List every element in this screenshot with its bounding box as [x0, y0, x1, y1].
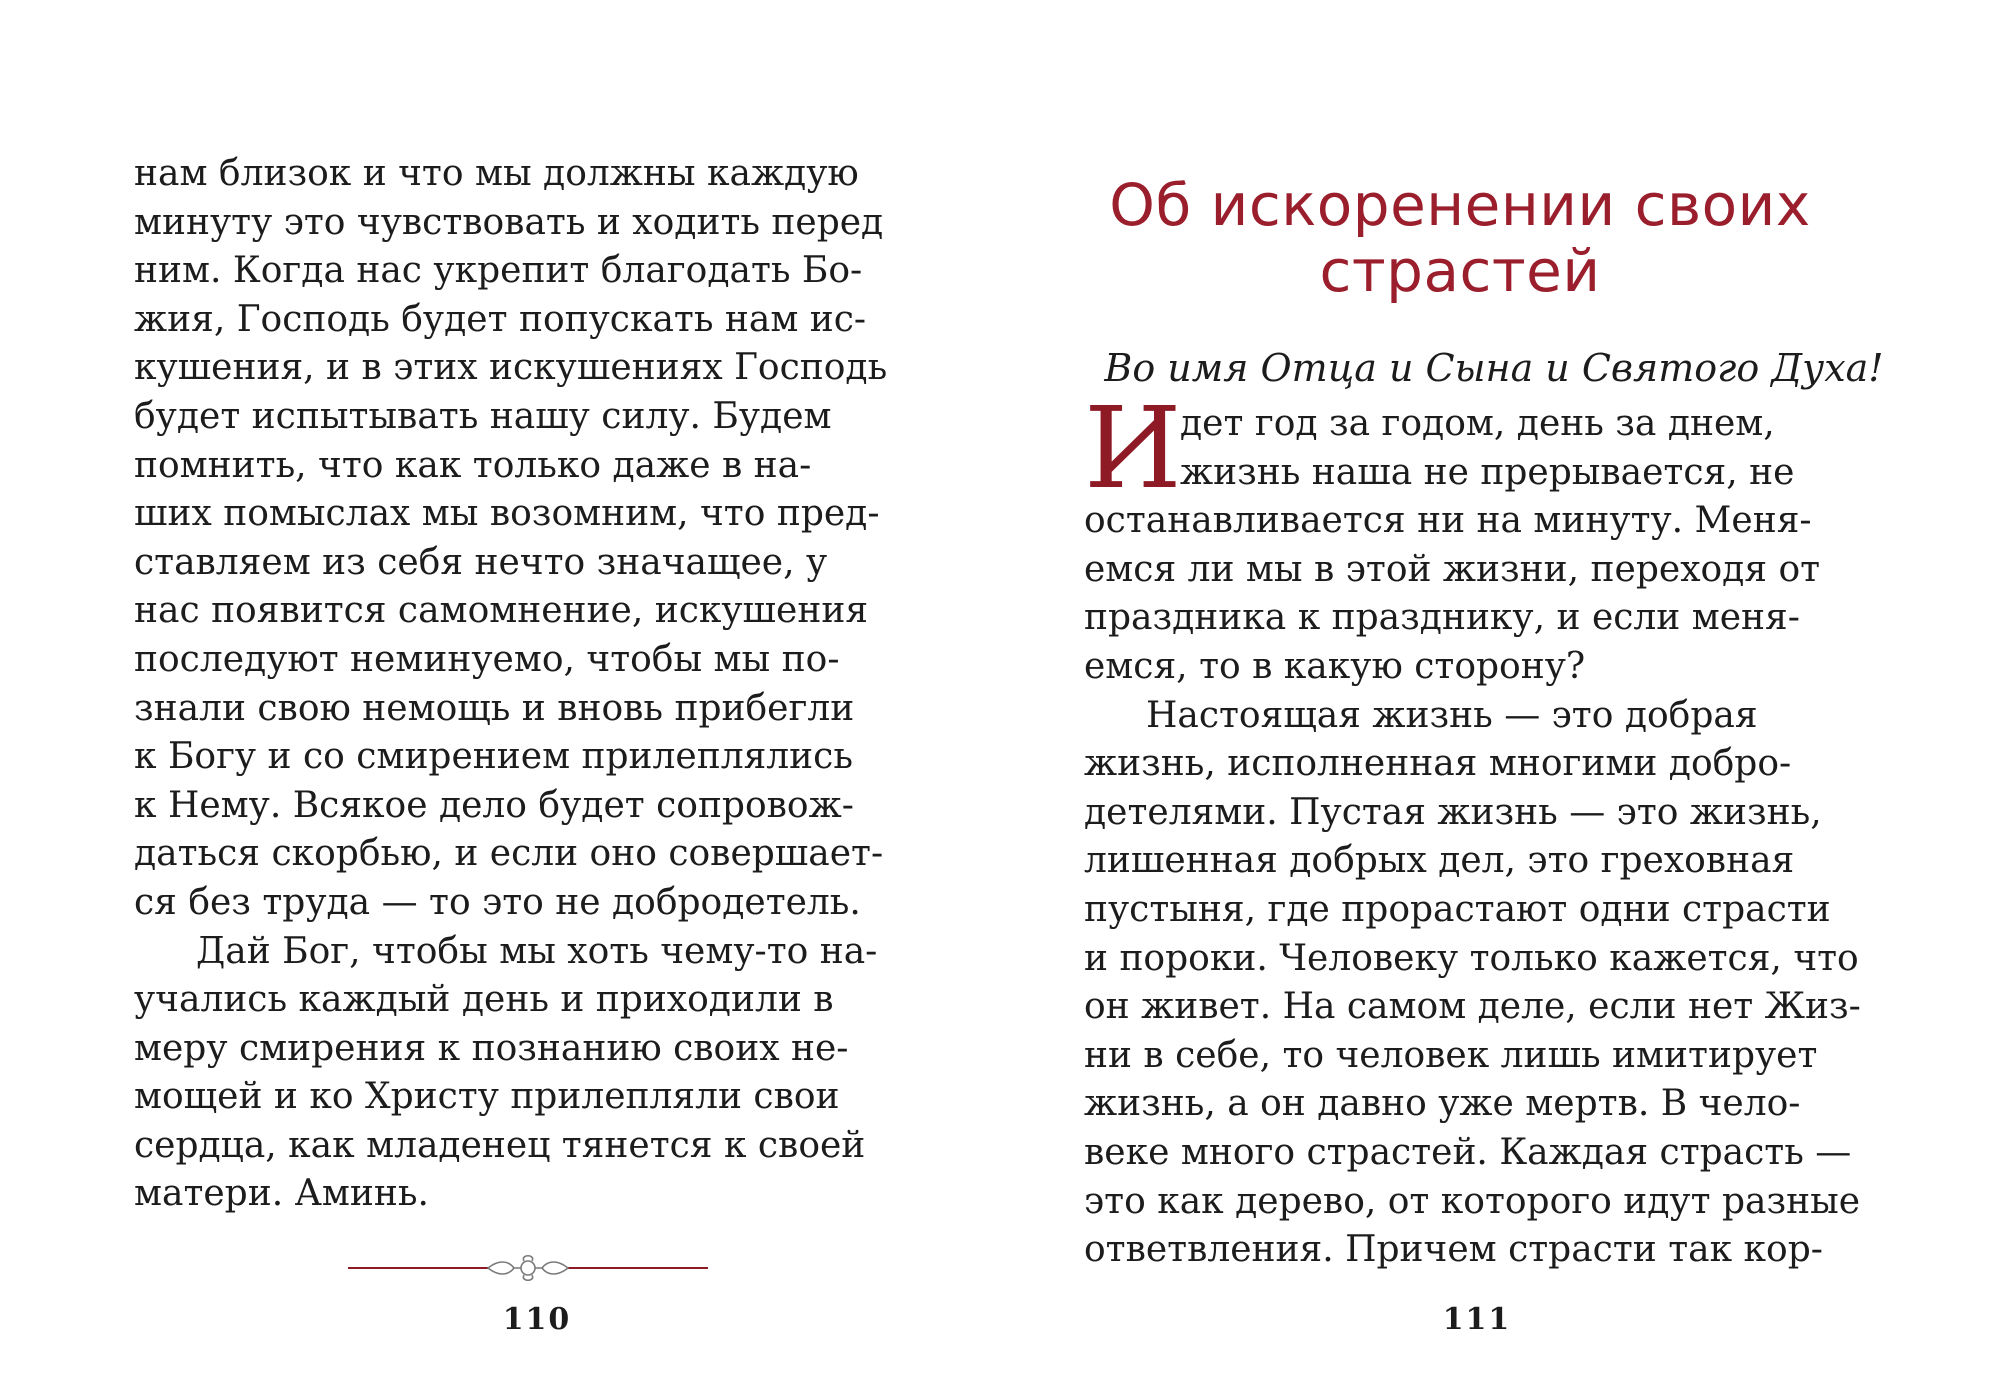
text-line: учались каждый день и приходили в [134, 979, 834, 1021]
text-line: матери. Аминь. [134, 1173, 429, 1215]
right-page [1000, 0, 2000, 1386]
text-line: к Богу и со смирением прилеплялись [134, 736, 853, 778]
text-line: емся ли мы в этой жизни, переходя от [1084, 548, 1821, 590]
invocation: Во имя Отца и Сына и Святого Духа! [1104, 346, 1884, 390]
text-line: он живет. На самом деле, если нет Жиз- [1084, 986, 1861, 1028]
drop-cap: И [1084, 384, 1182, 514]
text-line: сердца, как младенец тянется к своей [134, 1124, 866, 1166]
text-line: знали свою немощь и вновь прибегли [134, 687, 855, 729]
text-line: минуту это чувствовать и ходить перед [134, 201, 884, 243]
text-line: к Нему. Всякое дело будет сопровож- [134, 784, 854, 826]
chapter-heading [1060, 172, 1860, 304]
text-line: останавливается ни на минуту. Меня- [1084, 500, 1812, 542]
text-line: ни в себе, то человек лишь имитирует [1084, 1034, 1818, 1076]
text-line: нам близок и что мы должны каждую [134, 153, 859, 194]
text-line: Дай Бог, чтобы мы хоть чему-то на- [196, 930, 878, 972]
text-line: ставляем из себя нечто значащее, у [134, 541, 828, 583]
text-line: веке много страстей. Каждая страсть — [1084, 1131, 1852, 1173]
page-number: 111 [1442, 1302, 1512, 1337]
text-line: ся без труда — то это не добродетель. [134, 881, 861, 923]
text-line: ним. Когда нас укрепит благодать Бо- [134, 250, 863, 292]
page-number: 110 [502, 1302, 572, 1337]
left-page-body [134, 150, 964, 1219]
text-line: даться скорбью, и если оно совершает- [134, 833, 884, 875]
text-line: жизнь наша не прерывается, не [1180, 451, 1795, 493]
text-line: дет год за годом, день за днем, [1180, 403, 1775, 444]
text-line: нас появится самомнение, искушения [134, 590, 869, 632]
text-line: пустыня, где прорастают одни страсти [1084, 888, 1831, 930]
text-line: это как дерево, от которого идут разные [1084, 1180, 1861, 1222]
text-line: и пороки. Человеку только кажется, что [1084, 937, 1859, 979]
text-line: детелями. Пустая жизнь — это жизнь, [1084, 791, 1822, 833]
text-line: последуют неминуемо, чтобы мы по- [134, 638, 840, 680]
text-line: меру смирения к познанию своих не- [134, 1027, 849, 1069]
text-line: Настоящая жизнь — это добрая [1146, 694, 1758, 736]
text-line: ответвления. Причем страсти так кор- [1084, 1229, 1823, 1271]
right-page-body [1084, 384, 1904, 1275]
text-line: мощей и ко Христу прилепляли свои [134, 1076, 840, 1118]
text-line: кушения, и в этих искушениях Господь [134, 347, 888, 389]
text-line: жизнь, а он давно уже мертв. В чело- [1084, 1083, 1801, 1125]
text-line: емся, то в какую сторону? [1084, 645, 1586, 687]
text-line: помнить, что как только даже в на- [134, 444, 812, 486]
decorative-divider-icon [348, 1248, 708, 1288]
text-line: ших помыслах мы возомним, что пред- [134, 493, 880, 535]
text-line: жизнь, исполненная многими добро- [1084, 743, 1792, 785]
text-line: жия, Господь будет попускать нам ис- [134, 298, 867, 340]
chapter-heading-line: Об искоренении своих [1109, 171, 1811, 239]
text-line: праздника к празднику, и если меня- [1084, 597, 1800, 639]
text-line: лишенная добрых дел, это греховная [1084, 840, 1795, 882]
chapter-heading-line: страстей [1319, 237, 1601, 305]
text-line: будет испытывать нашу силу. Будем [134, 395, 832, 437]
